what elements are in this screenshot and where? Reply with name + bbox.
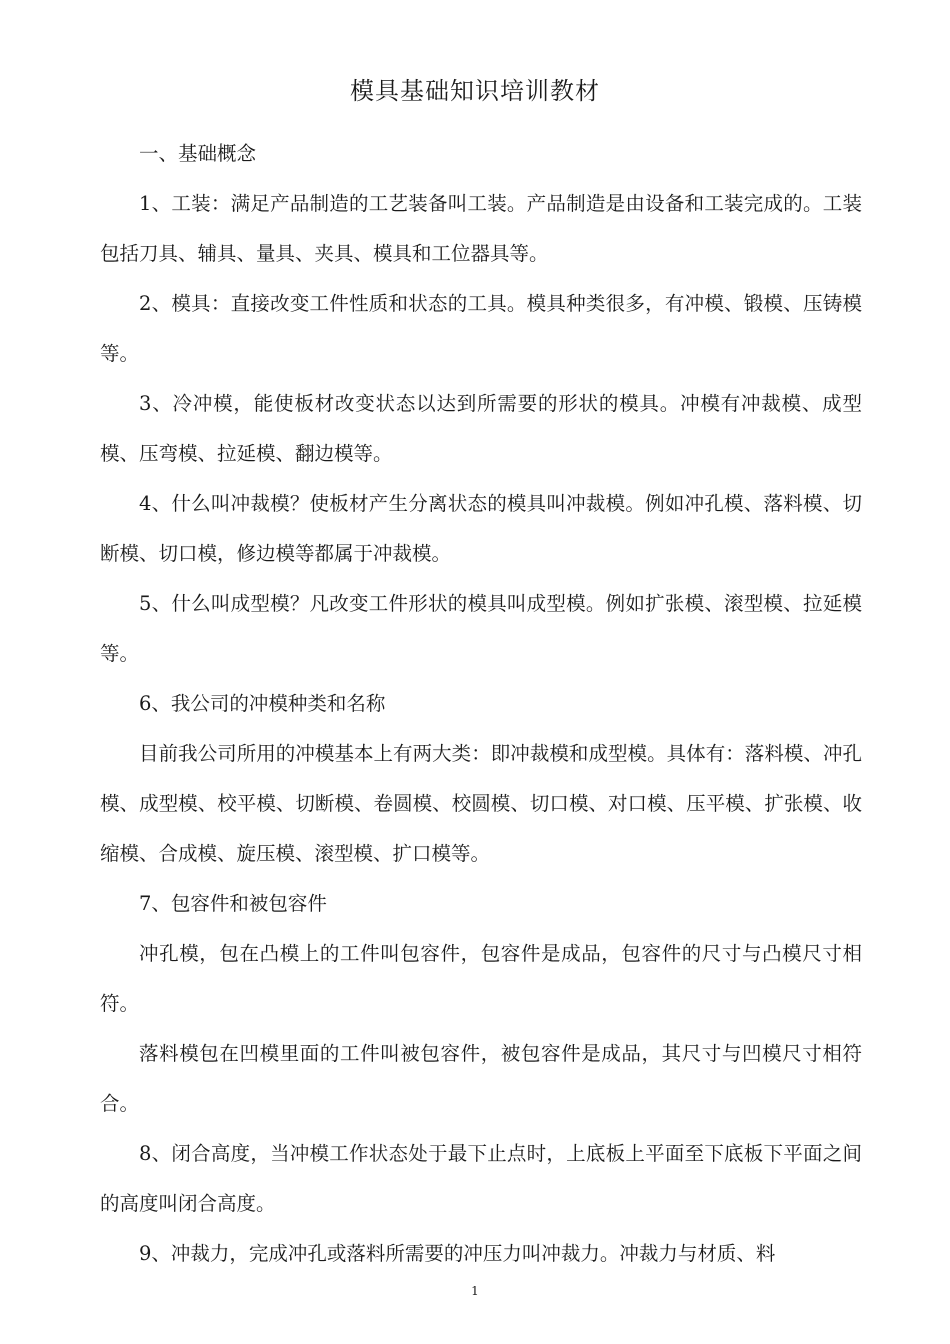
document-title: 模具基础知识培训教材	[350, 77, 600, 105]
paragraph-die-types-heading: 6、我公司的冲模种类和名称	[139, 692, 386, 715]
paragraph-cutting-force: 9、冲裁力，完成冲孔或落料所需要的冲压力叫冲裁力。冲裁力与材质、料	[139, 1242, 776, 1265]
paragraph-forming-die: 5、什么叫成型模？凡改变工件形状的模具叫成型模。例如扩张模、滚型模、拉延模等。	[100, 592, 862, 665]
paragraph-blanking-die: 4、什么叫冲裁模？使板材产生分离状态的模具叫冲裁模。例如冲孔模、落料模、切断模、切口模，修边模等都属于冲裁模。	[100, 492, 862, 565]
paragraph-shut-height: 8、闭合高度，当冲模工作状态处于最下止点时，上底板上平面至下底板下平面之间的高度叫闭合高度。	[100, 1142, 862, 1215]
paragraph-containing-parts-heading: 7、包容件和被包容件	[139, 892, 327, 915]
paragraph-die-types: 目前我公司所用的冲模基本上有两大类：即冲裁模和成型模。具体有：落料模、冲孔模、成型模、校平模、切断模、卷圆模、校圆模、切口模、对口模、压平模、扩张模、收缩模、合成模、旋压模、滚型模、扩口模等。	[100, 742, 862, 865]
paragraph-tooling: 1、工装：满足产品制造的工艺装备叫工装。产品制造是由设备和工装完成的。工装包括刀具、辅具、量具、夹具、模具和工位器具等。	[100, 192, 862, 265]
paragraph-cold-stamping-die: 3、冷冲模，能使板材改变状态以达到所需要的形状的模具。冲模有冲裁模、成型模、压弯模、拉延模、翻边模等。	[100, 392, 862, 465]
paragraph-punching-die: 冲孔模，包在凸模上的工件叫包容件，包容件是成品，包容件的尺寸与凸模尺寸相符。	[100, 942, 862, 1015]
paragraph-mold: 2、模具：直接改变工件性质和状态的工具。模具种类很多，有冲模、锻模、压铸模等。	[100, 292, 862, 365]
document-body	[100, 129, 862, 1279]
page-number: 1	[471, 1284, 479, 1298]
paragraph-blanking-contained: 落料模包在凹模里面的工件叫被包容件，被包容件是成品，其尺寸与凹模尺寸相符合。	[100, 1042, 862, 1115]
section-heading: 一、基础概念	[139, 142, 257, 165]
